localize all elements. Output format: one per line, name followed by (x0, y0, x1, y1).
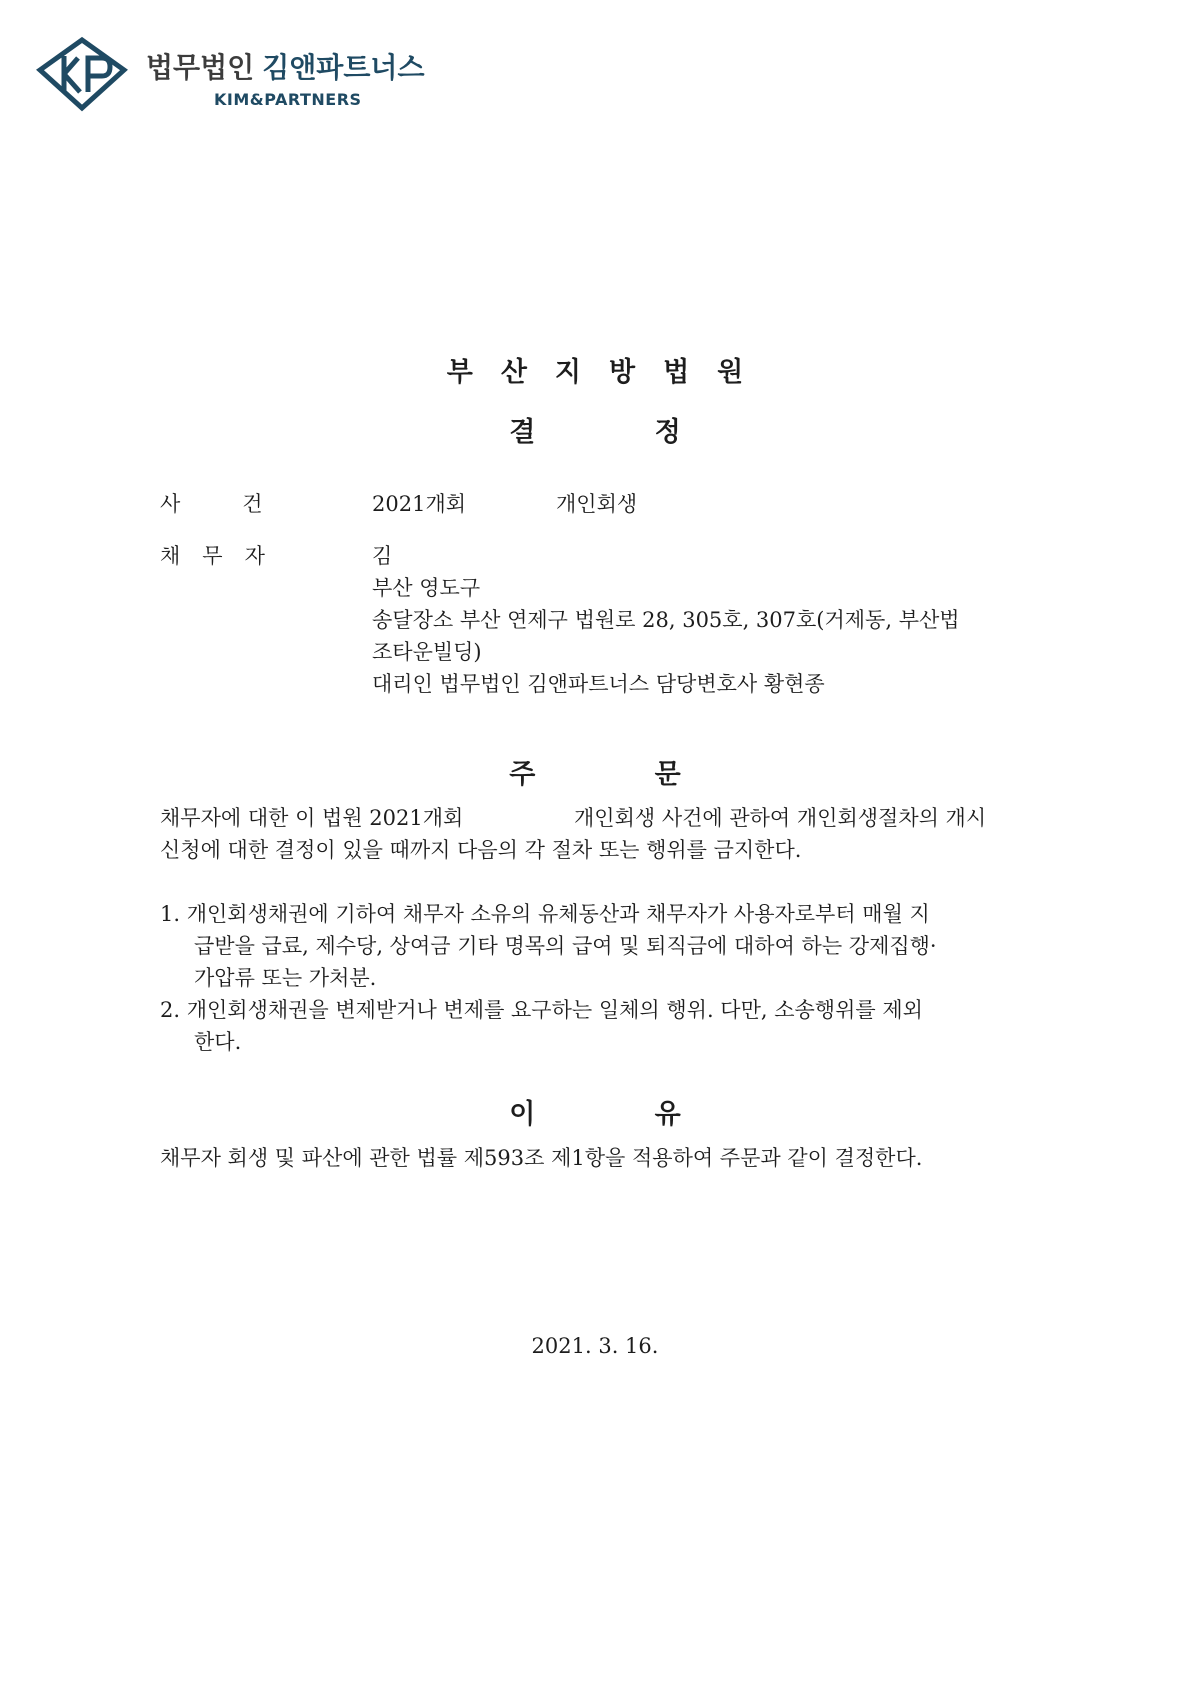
logo-firm-type: 법무법인 (146, 51, 255, 84)
order-text-line2: 신청에 대한 결정이 있을 때까지 다음의 각 절차 또는 행위를 금지한다. (160, 838, 802, 862)
item1-line2: 급받을 급료, 제수당, 상여금 기타 명목의 급여 및 퇴직금에 대하여 하는 강제집행· (194, 934, 937, 958)
document-title: 결 정 (509, 417, 681, 448)
debtor-name: 김 (372, 544, 393, 568)
debtor-address: 부산 영도구 (372, 576, 481, 600)
order-heading: 주 문 (509, 759, 681, 790)
legal-agent: 대리인 법무법인 김앤파트너스 담당변호사 황현종 (372, 672, 825, 696)
logo-korean-name (146, 46, 425, 86)
service-address-line1: 송달장소 부산 연제구 법원로 28, 305호, 307호(거제동, 부산법 (372, 608, 960, 632)
order-text-line1a: 채무자에 대한 이 법원 2021개회 (160, 806, 464, 830)
decision-date: 2021. 3. 16. (531, 1334, 659, 1358)
service-address-line2: 조타운빌딩) (372, 640, 482, 664)
order-text-line1b: 개인회생 사건에 관하여 개인회생절차의 개시 (574, 806, 987, 830)
item1-line1: 1. 개인회생채권에 기하여 채무자 소유의 유체동산과 채무자가 사용자로부터 매월 지 (160, 902, 930, 926)
item1-line3: 가압류 또는 가처분. (194, 966, 377, 990)
reason-text: 채무자 회생 및 파산에 관한 법률 제593조 제1항을 적용하여 주문과 같이 결정한다. (160, 1146, 923, 1170)
case-label: 사건 (160, 492, 325, 516)
logo-english-name: KIM&PARTNERS (214, 90, 362, 109)
court-name: 부산지방법원 (446, 357, 772, 388)
reason-heading: 이 유 (509, 1099, 681, 1130)
logo-firm-name: 김앤파트너스 (262, 51, 425, 84)
case-number: 2021개회 (372, 492, 467, 516)
kim-partners-emblem-icon (36, 36, 128, 116)
debtor-label: 채무자 (160, 544, 287, 568)
case-type: 개인회생 (556, 492, 638, 516)
item2-line2: 한다. (194, 1030, 242, 1054)
item2-line1: 2. 개인회생채권을 변제받거나 변제를 요구하는 일체의 행위. 다만, 소송행위를 제외 (160, 998, 923, 1022)
firm-logo (36, 36, 466, 126)
